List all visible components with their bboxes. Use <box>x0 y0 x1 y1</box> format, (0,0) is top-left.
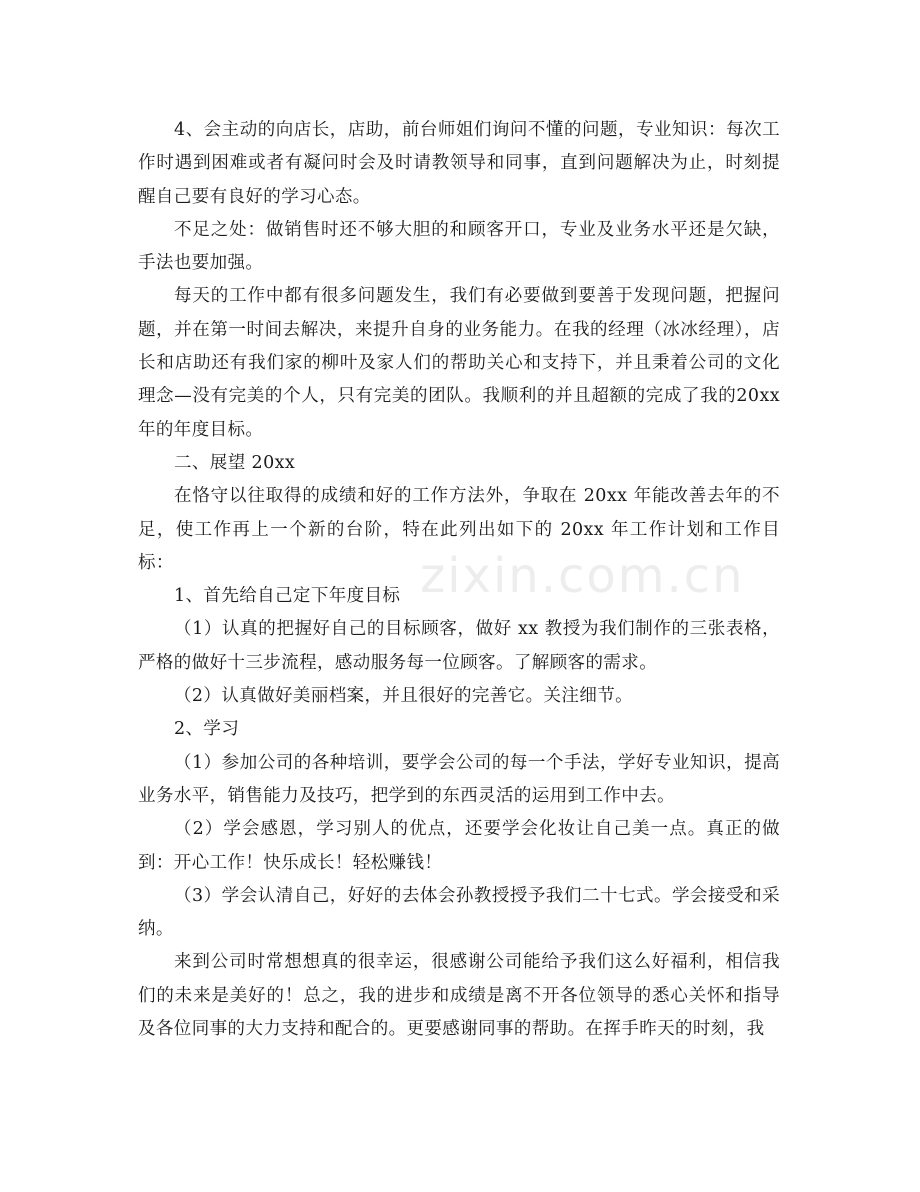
subsection-heading: 1、首先给自己定下年度目标 <box>174 586 401 607</box>
paragraph: 不足之处：做销售时还不够大胆的和顾客开口，专业及业务水平还是欠缺，手法也要加强。 <box>138 219 780 274</box>
section-heading: 二、展望 20xx <box>174 452 296 473</box>
paragraph: 来到公司时常想想真的很幸运，很感谢公司能给予我们这么好福利，相信我们的未来是美好的！总之，我的进步和成绩是离不开各位领导的悉心关怀和指导及各位同事的大力支持和配合的。更要感谢同事的帮助。在挥手昨天的时刻，我 <box>138 952 780 1040</box>
paragraph: 4、会主动的向店长，店助，前台师姐们询问不懂的问题，专业知识：每次工作时遇到困难或者有凝问时会及时请教领导和同事，直到问题解决为止，时刻提醒自己要有良好的学习心态。 <box>138 120 780 207</box>
list-item: （2）学会感恩，学习别人的优点，还要学会化妆让自己美一点。真正的做到：开心工作！快乐成长！轻松赚钱！ <box>138 819 780 873</box>
list-item: （3）学会认清自己，好好的去体会孙教授授予我们二十七式。学会接受和采纳。 <box>138 885 780 940</box>
watermark: zixin.com.cn <box>420 548 745 604</box>
list-item: （1）认真的把握好自己的目标顾客，做好 xx 教授为我们制作的三张表格，严格的做好十三步流程，感动服务每一位顾客。了解顾客的需求。 <box>138 619 780 673</box>
paragraph: 在恪守以往取得的成绩和好的工作方法外，争取在 20xx 年能改善去年的不足，使工作再上一个新的台阶，特在此列出如下的 20xx 年工作计划和工作目标： <box>138 486 780 573</box>
paragraph: 每天的工作中都有很多问题发生，我们有必要做到要善于发现问题，把握问题，并在第一时间去解决，来提升自身的业务能力。在我的经理（冰冰经理），店长和店助还有我们家的柳叶及家人们的帮助关心和支持下，并且秉着公司的文化理念—没有完美的个人，只有完美的团队。我顺利的并且超额的完成了我的20xx 年的年度目标。 <box>138 286 780 440</box>
list-item: （1）参加公司的各种培训，要学会公司的每一个手法，学好专业知识，提高业务水平，销售能力及技巧，把学到的东西灵活的运用到工作中去。 <box>138 752 780 806</box>
subsection-heading: 2、学习 <box>174 719 240 740</box>
list-item: （2）认真做好美丽档案，并且很好的完善它。关注细节。 <box>174 686 634 707</box>
document-body <box>138 114 780 1046</box>
